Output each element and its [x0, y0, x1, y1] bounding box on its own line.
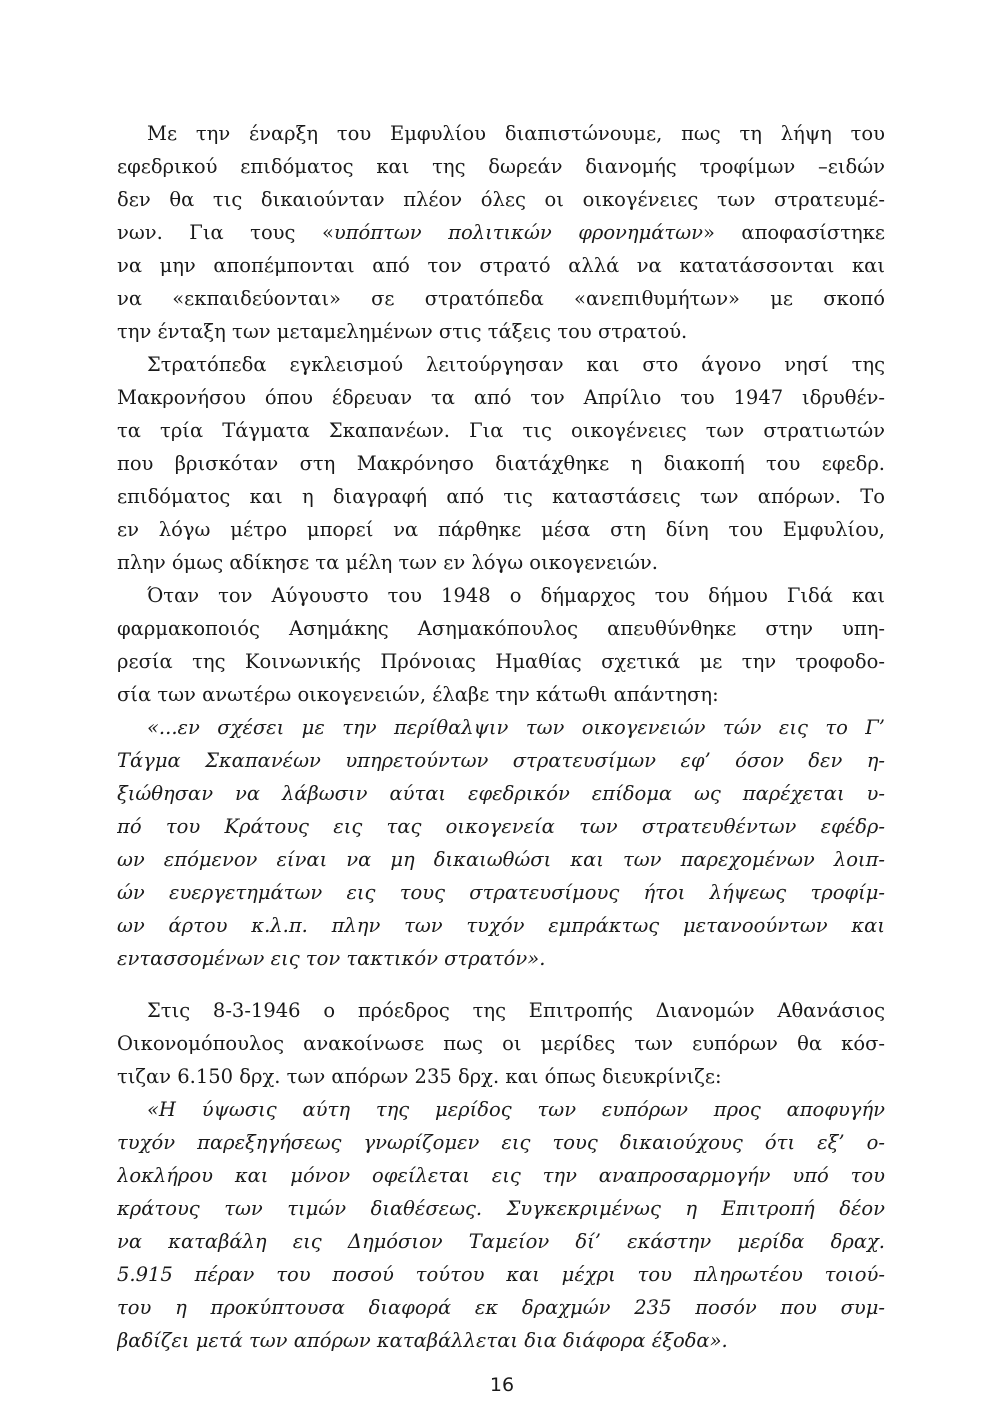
text-line: εν λόγω μέτρο μπορεί να πάρθηκε μέσα στη δίνη του Εμφυλίου, [117, 518, 885, 541]
text-line: που βρισκόταν στη Μακρόνησο διατάχθηκε η διακοπή του εφεδρ. [117, 452, 885, 475]
text-fragment: » αποφασίστηκε [702, 221, 885, 244]
quote-line: του η προκύπτουσα διαφορά εκ δραχμών 235 ποσόν που συμ- [117, 1296, 885, 1319]
text-line: τιζαν 6.150 δρχ. των απόρων 235 δρχ. και όπως διευκρίνιζε: [117, 1065, 722, 1088]
text-line: Στρατόπεδα εγκλεισμού λειτούργησαν και στο άγονο νησί της [147, 353, 885, 376]
text-line: πλην όμως αδίκησε τα μέλη των εν λόγω οικογενειών. [117, 551, 658, 574]
quote-line: τυχόν παρεξηγήσεως γνωρίζομεν εις τους δικαιούχους ότι εξ’ ο- [117, 1131, 885, 1154]
quote-line: ξιώθησαν να λάβωσιν αύται εφεδρικόν επίδομα ως παρέχεται υ- [117, 782, 885, 805]
text-line: Με την έναρξη του Εμφυλίου διαπιστώνουμε, πως τη λήψη του [147, 122, 885, 145]
quote-line: κράτους των τιμών διαθέσεως. Συγκεκριμένως η Επιτροπή δέον [117, 1197, 885, 1220]
quote-line: βαδίζει μετά των απόρων καταβάλλεται δια διάφορα έξοδα». [117, 1329, 728, 1352]
quote-line: ων επόμενον είναι να μη δικαιωθώσι και των παρεχομένων λοιπ- [117, 848, 885, 871]
quote-line: πό του Κράτους εις τας οικογενεία των στρατευθέντων εφέδρ- [117, 815, 885, 838]
text-line: ρεσία της Κοινωνικής Πρόνοιας Ημαθίας σχετικά με την τροφοδο- [117, 650, 885, 673]
page-number: 16 [489, 1374, 515, 1396]
text-line [117, 216, 885, 250]
text-line: να μην αποπέμπονται από τον στρατό αλλά να κατατάσσονται και [117, 254, 885, 277]
quote-line: ων άρτου κ.λ.π. πλην των τυχόν εμπράκτως μετανοούντων και [117, 914, 885, 937]
text-fragment: νων. Για τους « [117, 221, 334, 244]
text-line: εφεδρικού επιδόματος και της δωρεάν διανομής τροφίμων –ειδών [117, 155, 885, 178]
quote-line: εντασσομένων εις τον τακτικόν στρατόν». [117, 947, 546, 970]
text-line: σία των ανωτέρω οικογενειών, έλαβε την κάτωθι απάντηση: [117, 683, 719, 706]
quote-line: να καταβάλη εις Δημόσιον Ταμείον δί’ εκάστην μερίδα δραχ. [117, 1230, 885, 1253]
text-line: δεν θα τις δικαιούνταν πλέον όλες οι οικογένειες των στρατευμέ- [117, 188, 885, 211]
text-line: την ένταξη των μεταμελημένων στις τάξεις του στρατού. [117, 320, 688, 343]
quote-line: λοκλήρου και μόνον οφείλεται εις την αναπροσαρμογήν υπό του [117, 1164, 885, 1187]
quote-line: «Η ύψωσις αύτη της μερίδος των ευπόρων προς αποφυγήν [147, 1098, 885, 1121]
text-line: φαρμακοποιός Ασημάκης Ασημακόπουλος απευθύνθηκε στην υπη- [117, 617, 885, 640]
text-line: Μακρονήσου όπου έδρευαν τα από τον Απρίλιο του 1947 ιδρυθέν- [117, 386, 885, 409]
text-line: Οικονομόπουλος ανακοίνωσε πως οι μερίδες των ευπόρων θα κόσ- [117, 1032, 885, 1055]
text-line: επιδόματος και η διαγραφή από τις καταστάσεις των απόρων. Το [117, 485, 885, 508]
text-line: Όταν τον Αύγουστο του 1948 ο δήμαρχος του δήμου Γιδά και [147, 584, 885, 607]
text-line: να «εκπαιδεύονται» σε στρατόπεδα «ανεπιθυμήτων» με σκοπό [117, 287, 885, 310]
italic-fragment: υπόπτων πολιτικών φρονημάτων [333, 221, 703, 244]
quote-line: ών ευεργετημάτων εις τους στρατευσίμους ήτοι λήψεως τροφίμ- [117, 881, 885, 904]
text-line: τα τρία Τάγματα Σκαπανέων. Για τις οικογένειες των στρατιωτών [117, 419, 885, 442]
text-line: Στις 8-3-1946 ο πρόεδρος της Επιτροπής Διανομών Αθανάσιος [147, 999, 885, 1022]
quote-line: «...εν σχέσει με την περίθαλψιν των οικογενειών τών εις το Γ’ [147, 716, 885, 739]
quote-line: 5.915 πέραν του ποσού τούτου και μέχρι του πληρωτέου τοιού- [117, 1263, 885, 1286]
quote-line: Τάγμα Σκαπανέων υπηρετούντων στρατευσίμων εφ’ όσον δεν η- [117, 749, 885, 772]
